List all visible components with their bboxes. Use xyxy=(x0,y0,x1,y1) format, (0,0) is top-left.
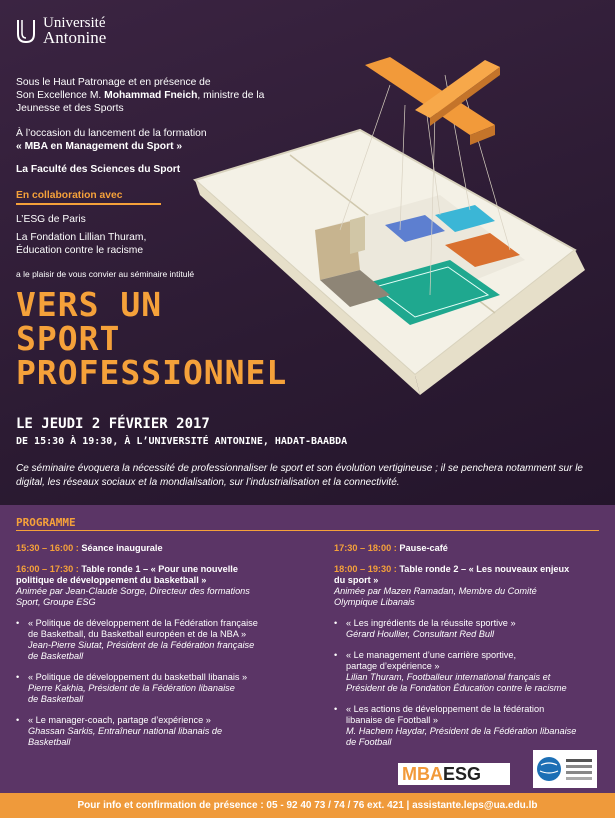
list-item: • « Le management d’une carrière sportive, partage d’expérience » Lilian Thuram, Footballeur international français et Président de la Fondation Éducation contre le racisme xyxy=(334,650,604,694)
programme-title: PROGRAMME xyxy=(16,516,76,529)
session-inaugural: 15:30 – 16:00 : Séance inaugurale xyxy=(16,543,163,553)
list-item: • « Politique de développement du basketball libanais » Pierre Kakhia, Président de la Fédération libanaise de Basketball xyxy=(16,672,316,705)
event-date: LE JEUDI 2 FÉVRIER 2017 xyxy=(16,416,210,432)
logo-line1: Université xyxy=(43,15,106,31)
programme-divider xyxy=(16,530,599,531)
collab-divider xyxy=(16,203,161,205)
globe-icon xyxy=(536,756,562,782)
invite-text: a le plaisir de vous convier au séminaire intitulé xyxy=(16,269,195,279)
list-item: • « Le manager-coach, partage d’expérience » Ghassan Sarkis, Entraîneur national libanais de Basketball xyxy=(16,715,316,748)
occasion-text: À l’occasion du lancement de la formation « MBA en Management du Sport » xyxy=(16,128,207,152)
patronage-text: Sous le Haut Patronage et en présence de Son Excellence M. Mohammad Fneich, ministre de la Jeunesse et des Sports xyxy=(16,77,265,114)
collab-title: En collaboration avec xyxy=(16,190,123,201)
event-time-location: DE 15:30 À 19:30, À L’UNIVERSITÉ ANTONINE, HADAT-BAABDA xyxy=(16,436,348,447)
contact-footer: Pour info et confirmation de présence : 05 - 92 40 73 / 74 / 76 ext. 421 | assistante.leps@ua.edu.lb xyxy=(0,793,615,818)
faculty-name: La Faculté des Sciences du Sport xyxy=(16,164,181,175)
session-pause-cafe: 17:30 – 18:00 : Pause-café xyxy=(334,543,448,553)
seminar-description: Ce séminaire évoquera la nécessité de professionnaliser le sport et son évolution vertigineuse ; il se penchera notamment sur le digital, les réseaux sociaux et la mondialisation, sur l’industrialisation et la connectivité. xyxy=(16,463,583,488)
minister-name: Mohammad Fneich xyxy=(104,90,198,101)
partner-esg: L’ESG de Paris xyxy=(16,214,86,225)
seminar-title: VERS UN SPORT PROFESSIONNEL xyxy=(16,285,288,392)
book-sports-illustration xyxy=(190,55,610,405)
list-item: • « Les actions de développement de la fédération libanaise de Football » M. Hachem Haydar, Président de la Fédération libanaise de Football xyxy=(334,704,604,748)
fondation-thuram-logo xyxy=(533,750,597,788)
session-table-ronde-1: 16:00 – 17:30 : Table ronde 1 – « Pour une nouvelle politique de développement du basketball » Animée par Jean-Claude Sorge, Directeur des formations Sport, Groupe ESG xyxy=(16,564,250,607)
university-logo xyxy=(16,16,106,46)
programme-right-column xyxy=(334,543,604,748)
mba-esg-logo: MBA ESG xyxy=(398,763,510,785)
logo-line2: Antonine xyxy=(43,28,107,47)
ua-logo-icon xyxy=(16,16,38,46)
partner-fondation: La Fondation Lillian Thuram, Éducation contre le racisme xyxy=(16,232,147,256)
programme-left-column xyxy=(16,543,316,748)
mba-program-title: « MBA en Management du Sport » xyxy=(16,141,183,152)
session-table-ronde-2: 18:00 – 19:30 : Table ronde 2 – « Les nouveaux enjeux du sport » Animée par Mazen Ramadan, Membre du Comité Olympique Libanais xyxy=(334,564,570,607)
marionette-cross xyxy=(365,57,500,145)
list-item: • « Les ingrédients de la réussite sportive » Gérard Houllier, Consultant Red Bull xyxy=(334,618,604,640)
list-item: • « Politique de développement de la Fédération française de Basketball, du Basketball européen et de la NBA » Jean-Pierre Siutat, Président de la Fédération française de Basketball xyxy=(16,618,316,662)
